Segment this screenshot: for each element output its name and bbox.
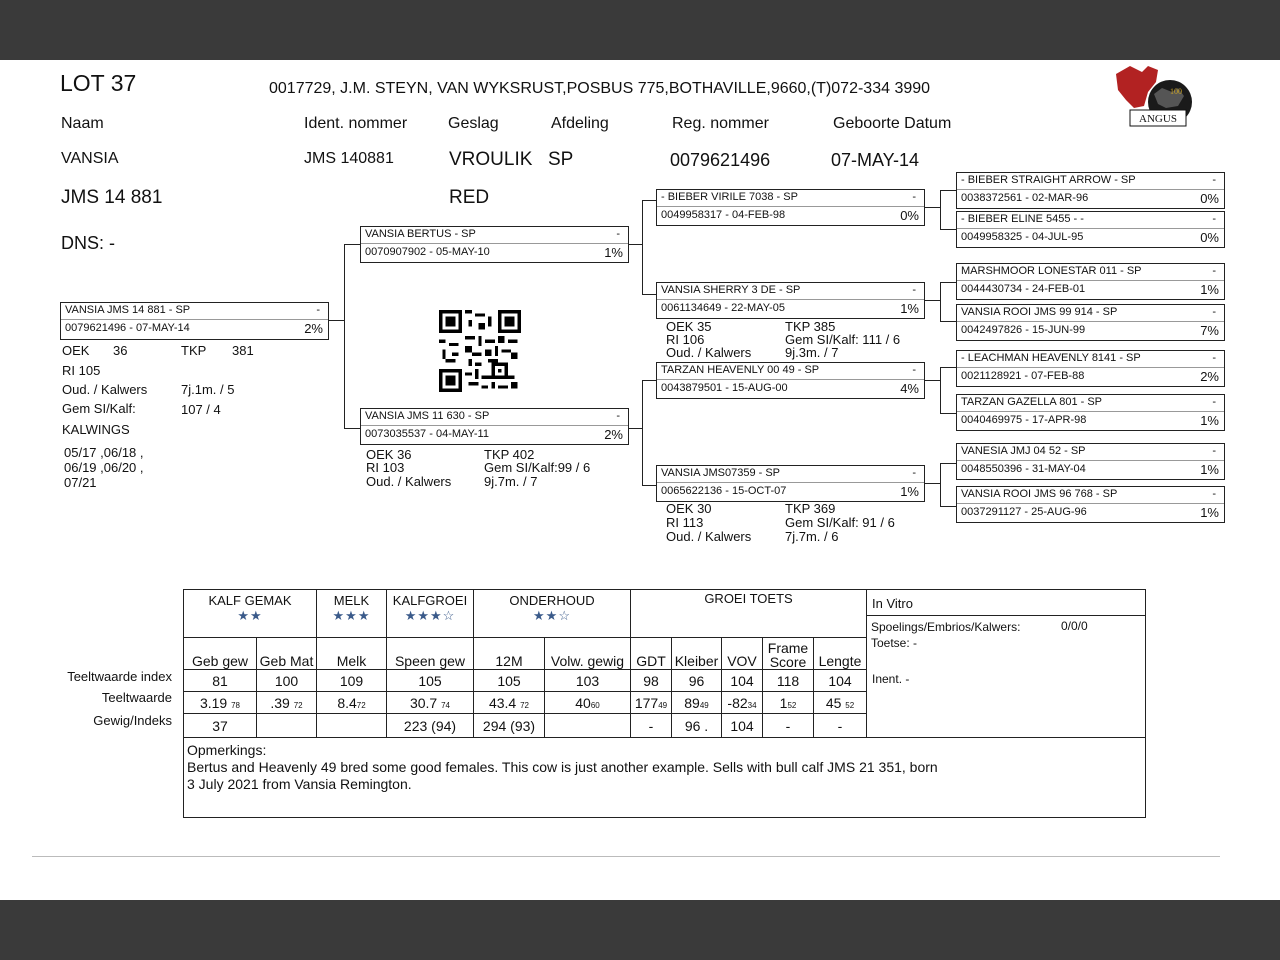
in-vitro-label: In Vitro (872, 596, 913, 611)
connector (940, 190, 956, 191)
gewig-cell: 37 (184, 714, 257, 738)
connector (940, 367, 941, 414)
animal-color: RED (449, 187, 490, 208)
subject-tkp: 381 (232, 343, 254, 358)
connector (642, 485, 656, 486)
gewig-cell (257, 714, 317, 738)
index-cell: 100 (257, 670, 317, 692)
sherry-ri: RI 106 (666, 332, 705, 347)
connector (642, 200, 643, 295)
index-cell: 104 (722, 670, 763, 692)
gewig-cell: 104 (722, 714, 763, 738)
group-kalfgroei: KALFGROEI ★★★☆ (387, 590, 474, 638)
animal-geslag: VROULIK (449, 149, 533, 170)
animal-afdeling: SP (548, 149, 574, 170)
kalf-gemak-stars: ★★ (237, 608, 263, 623)
spoelings-value: 0/0/0 (1061, 619, 1088, 633)
angus-logo (1112, 62, 1194, 130)
jms07359-oud-label: Oud. / Kalwers (666, 529, 752, 544)
jms07359-oek: OEK 30 (666, 501, 712, 516)
header-ident: Ident. nommer (304, 115, 408, 132)
col-frame-score: Frame Score (763, 638, 814, 670)
col-12m: 12M (474, 638, 545, 670)
subject-gem-label: Gem SI/Kalf: (62, 401, 136, 416)
header-geslag: Geslag (448, 115, 499, 132)
sherry-oek: OEK 35 (666, 319, 712, 334)
header-geboorte: Geboorte Datum (833, 115, 952, 132)
tw-cell: .39 72 (257, 692, 317, 714)
gewig-cell: 223 (94) (387, 714, 474, 738)
sherry-oud: 9j.3m. / 7 (785, 345, 839, 360)
tw-cell: 45 52 (814, 692, 867, 714)
index-cell: 109 (317, 670, 387, 692)
col-volw-gewig: Volw. gewig (545, 638, 631, 670)
col-lengte: Lengte (814, 638, 867, 670)
jms07359-tkp: TKP 369 (785, 501, 836, 516)
jms07359-gem: Gem SI/Kalf: 91 / 6 (785, 515, 895, 530)
index-cell: 103 (545, 670, 631, 692)
side-panel (867, 590, 1146, 738)
connector (940, 413, 956, 414)
subject-tkp-label: TKP (181, 343, 207, 358)
breeder-info: 0017729, J.M. STEYN, VAN WYKSRUST,POSBUS 775,BOTHAVILLE,9660,(T)072-334 3990 (269, 80, 931, 97)
header-naam: Naam (61, 115, 104, 132)
index-cell: 118 (763, 670, 814, 692)
row-label-index: Teeltwaarde index (67, 669, 172, 684)
connector (940, 506, 956, 507)
animal-reg: 0079621496 (670, 150, 771, 170)
subject-oek: 36 (113, 343, 128, 358)
subject-oud: 7j.1m. / 5 (181, 382, 235, 397)
gewig-cell: - (631, 714, 672, 738)
connector (329, 320, 345, 321)
pedigree-gen2-2: VANSIA SHERRY 3 DE - SP - 0061134649 - 22-MAY-05 1% (656, 282, 925, 319)
pedigree-gen3-7: VANESIA JMJ 04 52 - SP - 0048550396 - 31-MAY-04 1% (956, 443, 1225, 480)
opmerkings-panel (184, 738, 1146, 818)
subject-gem: 107 / 4 (181, 402, 221, 417)
bottom-bar (0, 900, 1280, 960)
sherry-tkp: TKP 385 (785, 319, 836, 334)
dam-tkp: TKP 402 (484, 447, 535, 462)
angus-logo-icon (1112, 62, 1194, 130)
col-geb-gew: Geb gew (184, 638, 257, 670)
subject-kalwings-1: 05/17 ,06/18 , (64, 445, 144, 460)
pedigree-gen2-3: TARZAN HEAVENLY 00 49 - SP - 0043879501 - 15-AUG-00 4% (656, 362, 925, 399)
dam-oud-label: Oud. / Kalwers (366, 474, 452, 489)
pedigree-subject: VANSIA JMS 14 881 - SP - 0079621496 - 07-MAY-14 2% (60, 302, 329, 340)
animal-ident: JMS 140881 (304, 150, 394, 167)
index-cell: 105 (387, 670, 474, 692)
connector (925, 300, 941, 301)
connector (940, 463, 941, 507)
tw-cell: 152 (763, 692, 814, 714)
group-onderhoud: ONDERHOUD ★★☆ (474, 590, 631, 638)
col-geb-mat: Geb Mat (257, 638, 317, 670)
opmerkings-text-2: 3 July 2021 from Vansia Remington. (187, 776, 412, 792)
index-cell: 81 (184, 670, 257, 692)
tw-cell: 4060 (545, 692, 631, 714)
tw-cell: 17749 (631, 692, 672, 714)
tw-cell: 8949 (672, 692, 722, 714)
index-cell: 104 (814, 670, 867, 692)
connector (344, 244, 360, 245)
pedigree-dam: VANSIA JMS 11 630 - SP - 0073035537 - 04-MAY-11 2% (360, 408, 629, 445)
pedigree-gen3-6: TARZAN GAZELLA 801 - SP - 0040469975 - 17-APR-98 1% (956, 394, 1225, 431)
lot-number: LOT 37 (60, 70, 137, 96)
dns-status: DNS: - (61, 233, 115, 253)
gewig-cell (317, 714, 387, 738)
sherry-gem: Gem SI/Kalf: 111 / 6 (785, 332, 901, 347)
subject-ri: RI 105 (62, 363, 101, 378)
tw-cell: 43.4 72 (474, 692, 545, 714)
pedigree-gen3-4: VANSIA ROOI JMS 99 914 - SP - 0042497826 - 15-JUN-99 7% (956, 304, 1225, 341)
ebv-table (183, 589, 1146, 818)
connector (925, 380, 941, 381)
dam-oek: OEK 36 (366, 447, 412, 462)
subject-oud-label: Oud. / Kalwers (62, 382, 148, 397)
dam-ri: RI 103 (366, 460, 405, 475)
logo-text: ANGUS (1139, 113, 1177, 125)
animal-name: VANSIA (61, 150, 119, 167)
logo-number: 100 (1170, 87, 1182, 96)
gewig-cell (545, 714, 631, 738)
connector (642, 380, 656, 381)
connector (642, 200, 656, 201)
opmerkings-text-1: Bertus and Heavenly 49 bred some good females. This cow is just another example. Sells with bull calf JMS 21 351, born (187, 759, 938, 775)
gewig-cell: 96 . (672, 714, 722, 738)
connector (344, 244, 345, 428)
onderhoud-stars: ★★☆ (533, 608, 571, 623)
toetse-label: Toetse: - (871, 636, 918, 650)
col-vov: VOV (722, 638, 763, 670)
lot-page (0, 60, 1280, 900)
index-cell: 105 (474, 670, 545, 692)
kalfgroei-stars: ★★★☆ (404, 608, 456, 623)
index-cell: 96 (672, 670, 722, 692)
connector (940, 282, 941, 322)
pedigree-gen3-3: MARSHMOOR LONESTAR 011 - SP - 0044430734 - 24-FEB-01 1% (956, 263, 1225, 300)
dam-oud: 9j.7m. / 7 (484, 474, 538, 489)
dam-gem: Gem SI/Kalf:99 / 6 (484, 460, 591, 475)
melk-stars: ★★★ (332, 608, 371, 623)
connector (642, 294, 656, 295)
jms07359-ri: RI 113 (666, 515, 704, 530)
connector (925, 483, 941, 484)
col-melk: Melk (317, 638, 387, 670)
animal-tag: JMS 14 881 (61, 187, 163, 208)
pedigree-gen3-1: - BIEBER STRAIGHT ARROW - SP - 0038372561 - 02-MAR-96 0% (956, 172, 1225, 209)
gewig-cell: 294 (93) (474, 714, 545, 738)
pedigree-gen3-2: - BIEBER ELINE 5455 - - - 0049958325 - 04-JUL-95 0% (956, 211, 1225, 248)
row-label-gewig: Gewig/Indeks (93, 713, 172, 728)
jms07359-oud: 7j.7m. / 6 (785, 529, 839, 544)
connector (344, 428, 360, 429)
connector (940, 229, 956, 230)
divider (32, 856, 1220, 857)
connector (940, 321, 956, 322)
inent-label: Inent. - (872, 672, 910, 686)
pedigree-gen3-5: - LEACHMAN HEAVENLY 8141 - SP - 0021128921 - 07-FEB-88 2% (956, 350, 1225, 387)
spoelings-label: Spoelings/Embrios/Kalwers: (871, 620, 1021, 634)
subject-kalwings-label: KALWINGS (62, 422, 130, 437)
pedigree-gen3-8: VANSIA ROOI JMS 96 768 - SP - 0037291127 - 25-AUG-96 1% (956, 486, 1225, 523)
col-speen-gew: Speen gew (387, 638, 474, 670)
gewig-cell: - (763, 714, 814, 738)
index-cell: 98 (631, 670, 672, 692)
group-groei-toets: GROEI TOETS (631, 590, 867, 638)
tw-cell: 8.472 (317, 692, 387, 714)
animal-birth-date: 07-MAY-14 (831, 150, 920, 170)
connector (940, 282, 956, 283)
pedigree-sire: VANSIA BERTUS - SP - 0070907902 - 05-MAY-10 1% (360, 226, 629, 263)
connector (925, 207, 941, 208)
connector (629, 428, 643, 429)
header-afdeling: Afdeling (551, 115, 609, 132)
tw-cell: -8234 (722, 692, 763, 714)
header-reg: Reg. nommer (672, 115, 769, 132)
top-bar (0, 0, 1280, 60)
col-gdt: GDT (631, 638, 672, 670)
connector (940, 367, 956, 368)
subject-kalwings-2: 06/19 ,06/20 , (64, 460, 144, 475)
sherry-oud-label: Oud. / Kalwers (666, 345, 752, 360)
tw-cell: 30.7 74 (387, 692, 474, 714)
connector (940, 190, 941, 230)
pedigree-gen2-1: - BIEBER VIRILE 7038 - SP - 0049958317 - 04-FEB-98 0% (656, 189, 925, 226)
group-melk: MELK ★★★ (317, 590, 387, 638)
subject-kalwings-3: 07/21 (64, 475, 97, 490)
row-label-teeltwaarde: Teeltwaarde (101, 690, 172, 705)
group-kalf-gemak: KALF GEMAK ★★ (184, 590, 317, 638)
pedigree-gen2-4: VANSIA JMS07359 - SP - 0065622136 - 15-OCT-07 1% (656, 465, 925, 502)
col-kleiber: Kleiber (672, 638, 722, 670)
connector (629, 244, 643, 245)
connector (642, 380, 643, 486)
gewig-cell: - (814, 714, 867, 738)
subject-oek-label: OEK (62, 343, 90, 358)
tw-cell: 3.19 78 (184, 692, 257, 714)
connector (940, 463, 956, 464)
opmerkings-label: Opmerkings: (187, 742, 267, 758)
qr-code-icon (437, 310, 523, 392)
